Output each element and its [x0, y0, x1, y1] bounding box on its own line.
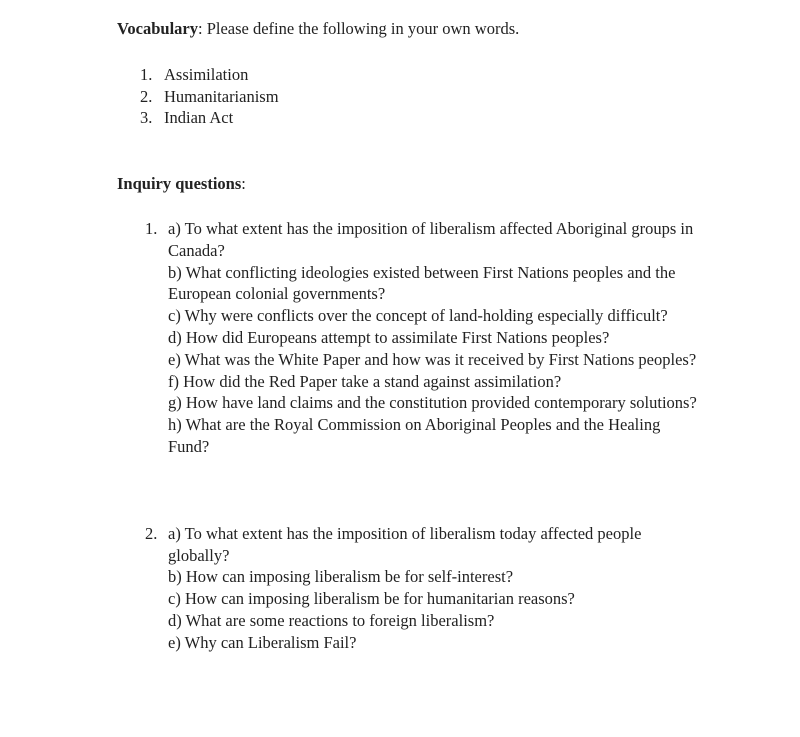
vocabulary-item-number: 3. — [140, 108, 153, 128]
vocabulary-item-text: Indian Act — [164, 108, 234, 128]
vocabulary-heading-bold: Vocabulary — [117, 19, 198, 38]
inquiry-heading — [117, 173, 737, 195]
inquiry-question — [117, 218, 698, 458]
inquiry-question — [117, 523, 698, 654]
vocabulary-item-text: Assimilation — [164, 64, 249, 84]
question-part: c) Why were conflicts over the concept of land-holding especially difficult? — [168, 306, 668, 326]
question-number: 2. — [145, 523, 158, 543]
question-part: g) How have land claims and the constitution provided contemporary solutions? — [168, 393, 697, 413]
vocabulary-item-number: 2. — [140, 86, 153, 106]
vocabulary-list — [117, 64, 737, 129]
vocabulary-item — [117, 64, 737, 86]
question-part: c) How can imposing liberalism be for humanitarian reasons? — [168, 589, 575, 609]
vocabulary-heading — [117, 18, 737, 40]
question-part: h) What are the Royal Commission on Aboriginal Peoples and the Healing Fund? — [168, 415, 661, 456]
question-part: b) What conflicting ideologies existed between First Nations peoples and the European colonial governments? — [168, 262, 676, 304]
vocabulary-item — [117, 107, 737, 129]
question-part: b) How can imposing liberalism be for self-interest? — [168, 567, 514, 587]
inquiry-heading-rest: : — [241, 174, 246, 194]
question-part: a) To what extent has the imposition of liberalism affected Aboriginal groups in Canada? — [168, 218, 694, 260]
vocabulary-item-number: 1. — [140, 64, 153, 84]
question-part: d) What are some reactions to foreign liberalism? — [168, 610, 495, 630]
vocabulary-item-text: Humanitarianism — [164, 86, 279, 106]
question-part: f) How did the Red Paper take a stand against assimilation? — [168, 371, 562, 391]
inquiry-question-list — [117, 218, 737, 654]
question-part: e) Why can Liberalism Fail? — [168, 632, 357, 652]
inquiry-heading-bold: Inquiry questions — [117, 174, 242, 194]
question-part: a) To what extent has the imposition of liberalism today affected people globally? — [168, 523, 642, 565]
vocabulary-item — [117, 86, 737, 108]
question-part: e) What was the White Paper and how was it received by First Nations peoples? — [168, 349, 697, 369]
question-number: 1. — [145, 218, 158, 238]
vocabulary-heading-rest: : Please define the following in your own words. — [198, 19, 520, 38]
document-page — [117, 18, 737, 654]
question-part: d) How did Europeans attempt to assimilate First Nations peoples? — [168, 327, 610, 347]
